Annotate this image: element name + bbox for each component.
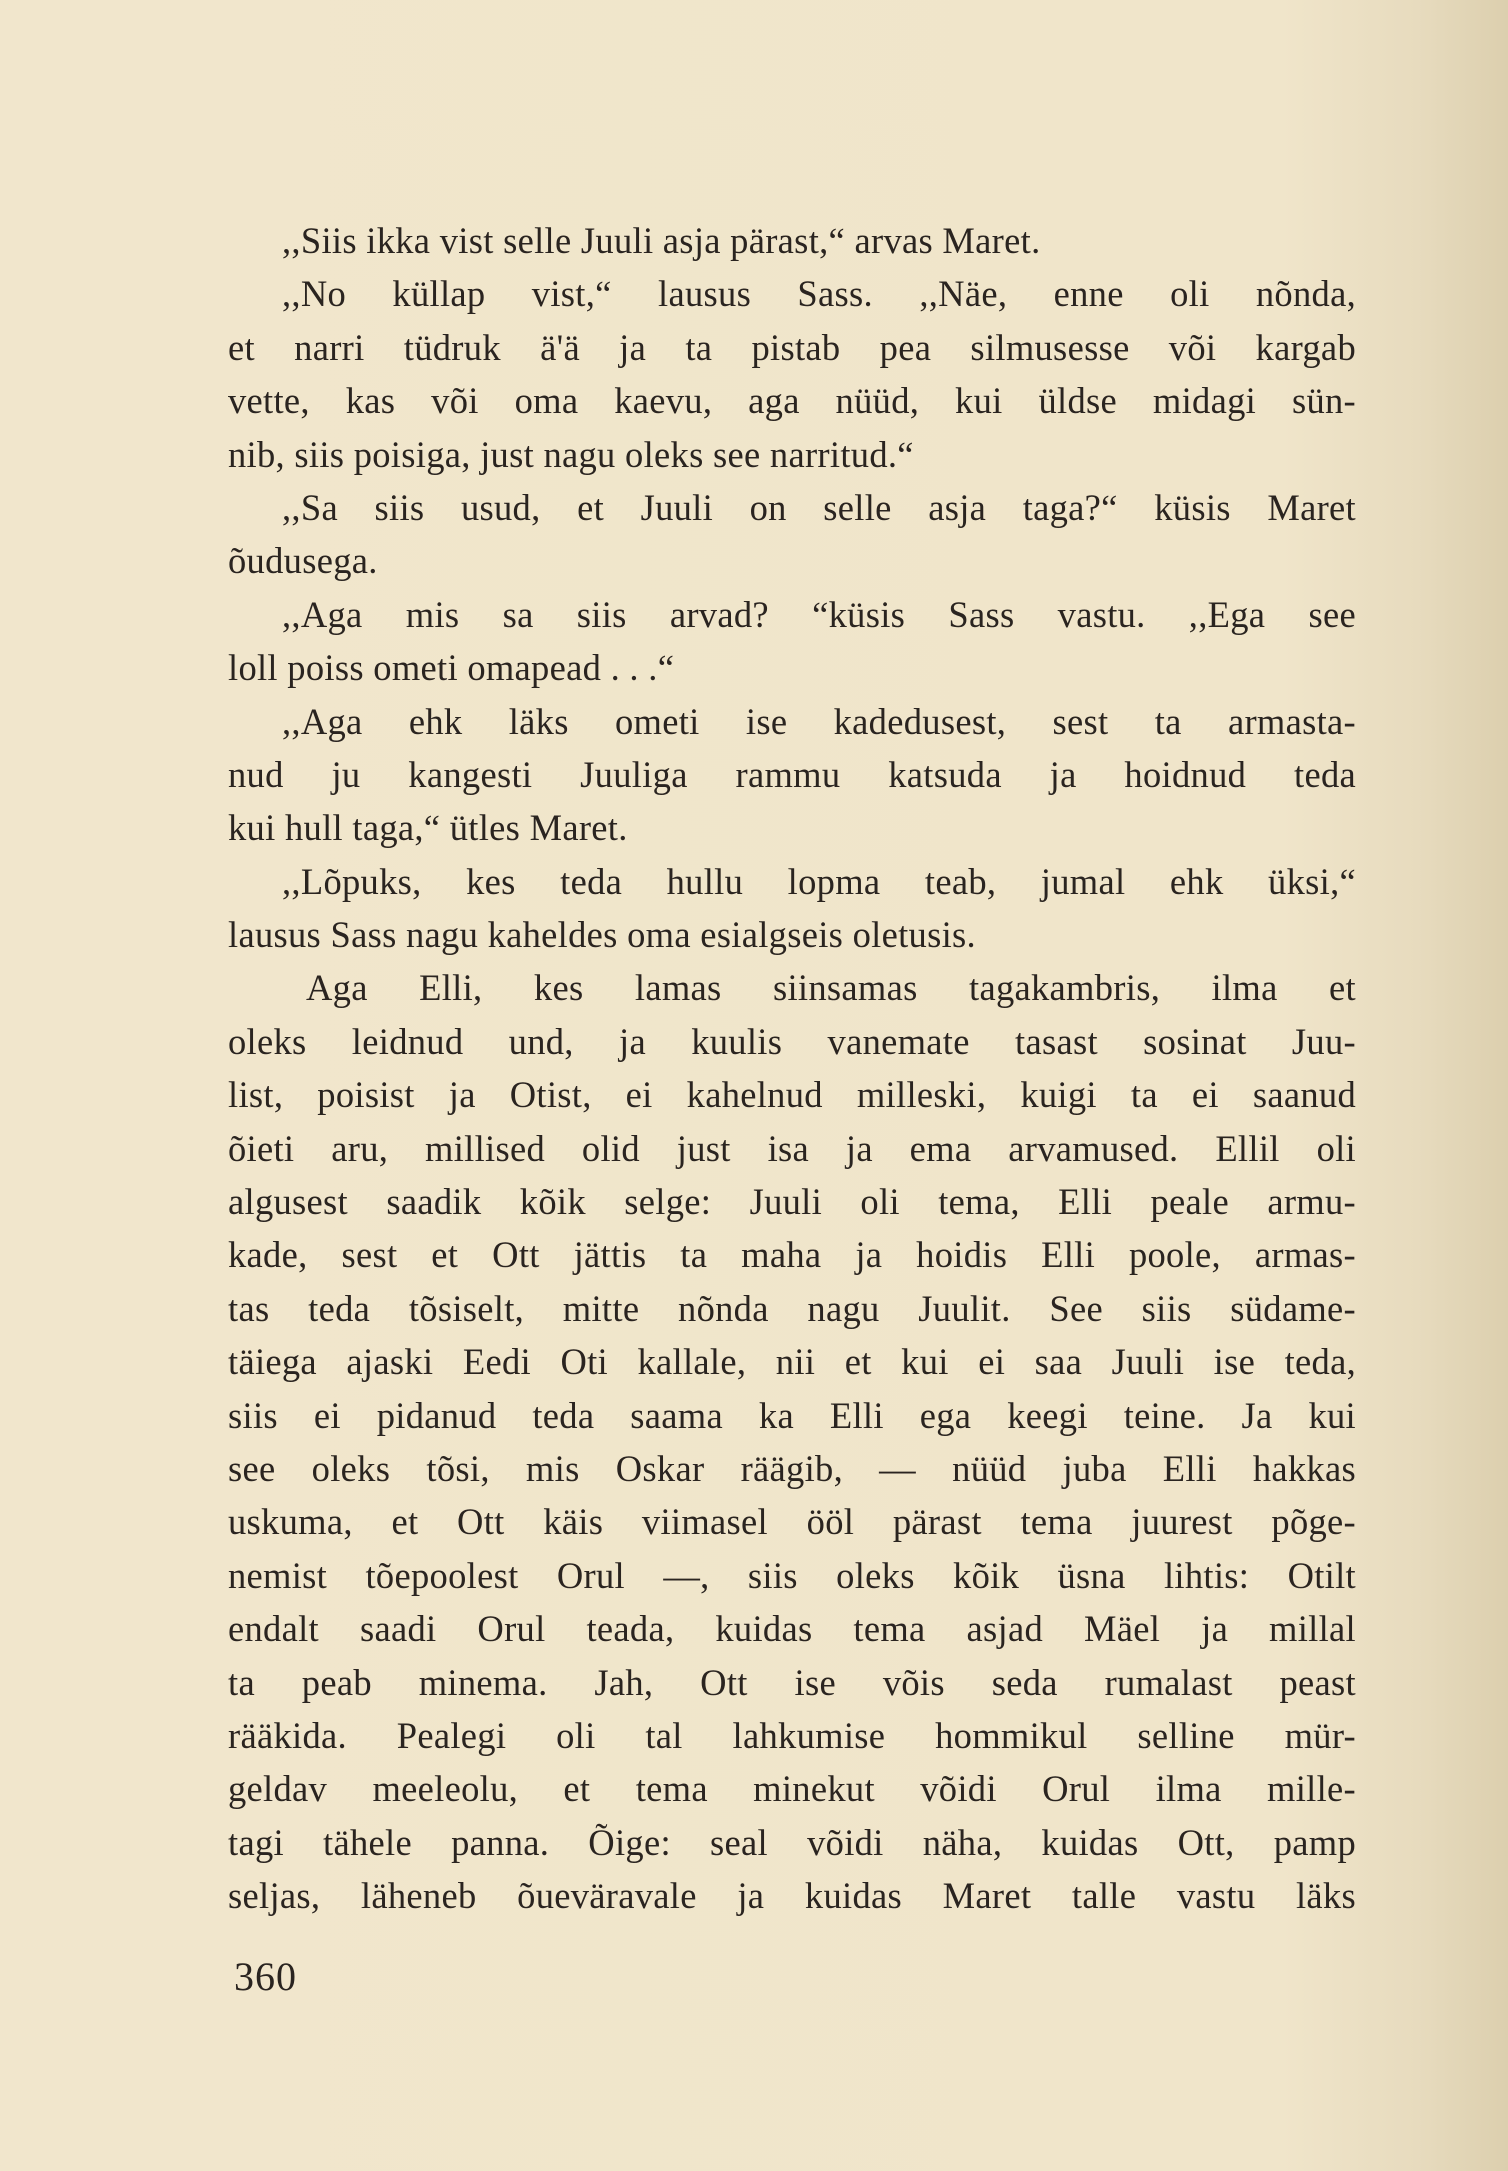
text-line: vette, kas või oma kaevu, aga nüüd, kui üldse midagi sün- <box>228 380 1356 422</box>
text-line: Aga Elli, kes lamas siinsamas tagakambris, ilma et <box>306 967 1356 1009</box>
text-line: ,,Siis ikka vist selle Juuli asja pärast,“ arvas Maret. <box>282 220 1041 261</box>
text-line: loll poiss ometi omapead . . .“ <box>228 647 675 689</box>
text-line: et narri tüdruk ä'ä ja ta pistab pea silmusesse või kargab <box>228 326 1356 368</box>
text-line: algusest saadik kõik selge: Juuli oli tema, Elli peale armu- <box>228 1181 1356 1223</box>
text-line: kui hull taga,“ ütles Maret. <box>228 807 628 849</box>
text-line: uskuma, et Ott käis viimasel ööl pärast tema juurest põge- <box>228 1501 1356 1543</box>
text-line: tagi tähele panna. Õige: seal võidi näha, kuidas Ott, pamp <box>228 1821 1356 1863</box>
page-number: 360 <box>234 1954 297 1999</box>
text-line: nud ju kangesti Juuliga rammu katsuda ja hoidnud teda <box>228 753 1356 795</box>
text-line: nemist tõepoolest Orul —, siis oleks kõik üsna lihtis: Otilt <box>228 1554 1356 1596</box>
text-line: list, poisist ja Otist, ei kahelnud milleski, kuigi ta ei saanud <box>228 1074 1356 1116</box>
text-line: endalt saadi Orul teada, kuidas tema asjad Mäel ja millal <box>228 1608 1356 1650</box>
text-line: ,,Sa siis usud, et Juuli on selle asja taga?“ küsis Maret <box>282 486 1356 528</box>
text-line: kade, sest et Ott jättis ta maha ja hoidis Elli poole, armas- <box>228 1234 1356 1276</box>
text-line: lausus Sass nagu kaheldes oma esialgseis oletusis. <box>228 914 976 956</box>
text-line: õieti aru, millised olid just isa ja ema arvamused. Ellil oli <box>228 1127 1356 1169</box>
text-line: õudusega. <box>228 540 378 582</box>
text-line: täiega ajaski Eedi Oti kallale, nii et kui ei saa Juuli ise teda, <box>228 1341 1356 1383</box>
text-line: ,,Aga mis sa siis arvad? “küsis Sass vastu. ,,Ega see <box>282 593 1356 635</box>
text-line: seljas, läheneb õueväravale ja kuidas Maret talle vastu läks <box>228 1875 1356 1917</box>
text-line: nib, siis poisiga, just nagu oleks see narritud.“ <box>228 433 914 475</box>
text-line: rääkida. Pealegi oli tal lahkumise hommikul selline mür- <box>228 1714 1356 1756</box>
text-line: ta peab minema. Jah, Ott ise võis seda rumalast peast <box>228 1661 1356 1703</box>
text-line: oleks leidnud und, ja kuulis vanemate tasast sosinat Juu- <box>228 1020 1356 1062</box>
text-line: ,,Aga ehk läks ometi ise kadedusest, sest ta armasta- <box>282 700 1356 742</box>
text-line: ,,No küllap vist,“ lausus Sass. ,,Näe, enne oli nõnda, <box>282 273 1356 315</box>
text-line: siis ei pidanud teda saama ka Elli ega keegi teine. Ja kui <box>228 1394 1356 1436</box>
body-text <box>228 214 1356 1923</box>
text-line: geldav meeleolu, et tema minekut võidi Orul ilma mille- <box>228 1768 1356 1810</box>
text-line: see oleks tõsi, mis Oskar räägib, — nüüd juba Elli hakkas <box>228 1447 1356 1489</box>
text-line: ,,Lõpuks, kes teda hullu lopma teab, jumal ehk üksi,“ <box>282 860 1356 902</box>
text-line: tas teda tõsiselt, mitte nõnda nagu Juulit. See siis südame- <box>228 1287 1356 1329</box>
